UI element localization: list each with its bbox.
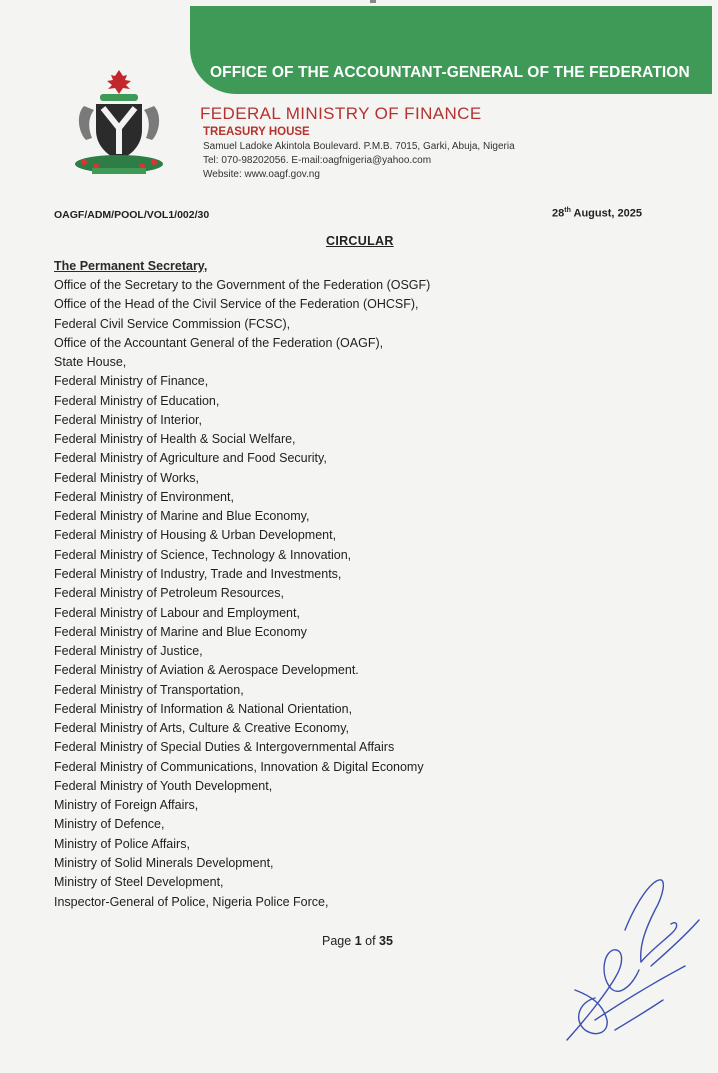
website-line: Website: www.oagf.gov.ng xyxy=(203,169,320,180)
recipient-item: Federal Ministry of Industry, Trade and Investments, xyxy=(54,566,342,581)
recipient-item: Federal Ministry of Education, xyxy=(54,393,220,408)
recipient-item: Inspector-General of Police, Nigeria Police Force, xyxy=(54,894,329,909)
recipient-item: Federal Ministry of Transportation, xyxy=(54,682,244,697)
recipient-item: Federal Ministry of Information & National Orientation, xyxy=(54,701,353,716)
recipient-item: Federal Ministry of Environment, xyxy=(54,489,234,504)
recipient-item: Federal Ministry of Communications, Innovation & Digital Economy xyxy=(54,759,424,774)
handwritten-signature xyxy=(555,870,705,1050)
recipient-item: Federal Ministry of Agriculture and Food Security, xyxy=(54,451,327,466)
recipient-item: Federal Ministry of Petroleum Resources, xyxy=(54,586,284,601)
recipient-item: Office of the Head of the Civil Service of the Federation (OHCSF), xyxy=(54,297,419,312)
recipient-item: Office of the Secretary to the Government of the Federation (OSGF) xyxy=(54,278,431,292)
recipient-item: Ministry of Steel Development, xyxy=(54,875,224,890)
date-suffix: th xyxy=(564,207,571,214)
address-line: Samuel Ladoke Akintola Boulevard. P.M.B. 7015, Garki, Abuja, Nigeria xyxy=(203,141,515,152)
addressee: The Permanent Secretary, xyxy=(54,259,208,273)
page-total: 35 xyxy=(379,934,393,948)
coat-of-arms-logo xyxy=(66,66,172,176)
ministry-name: FEDERAL MINISTRY OF FINANCE xyxy=(200,104,482,123)
recipient-item: Federal Ministry of Housing & Urban Development, xyxy=(54,528,337,543)
recipient-item: Federal Ministry of Youth Development, xyxy=(54,778,273,793)
recipient-item: Federal Ministry of Science, Technology & Innovation, xyxy=(54,547,352,562)
recipient-item: Federal Civil Service Commission (FCSC), xyxy=(54,316,291,331)
recipient-item: State House, xyxy=(54,355,127,370)
recipient-item: Ministry of Foreign Affairs, xyxy=(54,798,199,813)
date-rest: August, 2025 xyxy=(573,207,642,220)
scan-mark xyxy=(370,0,376,3)
recipient-item: Ministry of Solid Minerals Development, xyxy=(54,855,274,870)
recipient-item: Federal Ministry of Justice, xyxy=(54,644,203,659)
recipient-item: Federal Ministry of Works, xyxy=(54,470,199,485)
recipient-item: Ministry of Police Affairs, xyxy=(54,836,190,851)
page-label: Page xyxy=(322,934,352,948)
page-current: 1 xyxy=(354,934,362,948)
document-title: CIRCULAR xyxy=(326,234,394,248)
recipient-item: Federal Ministry of Finance, xyxy=(54,374,209,389)
recipient-item: Office of the Accountant General of the Federation (OAGF), xyxy=(54,335,384,350)
contact-line: Tel: 070-98202056. E-mail:oagfnigeria@yahoo.com xyxy=(203,155,432,166)
recipient-item: Federal Ministry of Interior, xyxy=(54,412,202,427)
recipient-item: Federal Ministry of Health & Social Welfare, xyxy=(54,432,296,447)
banner-title: OFFICE OF THE ACCOUNTANT-GENERAL OF THE FEDERATION xyxy=(210,64,690,81)
recipient-list xyxy=(54,276,430,912)
page-number xyxy=(322,934,393,948)
recipient-item: Federal Ministry of Marine and Blue Economy, xyxy=(54,509,310,524)
page-of: of xyxy=(365,934,376,948)
treasury-house: TREASURY HOUSE xyxy=(203,126,310,138)
recipient-item: Ministry of Defence, xyxy=(54,817,165,832)
reference-number: OAGF/ADM/POOL/VOL1/002/30 xyxy=(54,209,210,221)
date-day: 28 xyxy=(552,207,565,220)
letter-date xyxy=(552,207,642,220)
recipient-item: Federal Ministry of Aviation & Aerospace Development. xyxy=(54,663,359,678)
recipient-item: Federal Ministry of Arts, Culture & Creative Economy, xyxy=(54,721,350,736)
recipient-item: Federal Ministry of Special Duties & Intergovernmental Affairs xyxy=(54,740,395,755)
recipient-item: Federal Ministry of Marine and Blue Economy xyxy=(54,624,307,639)
recipient-item: Federal Ministry of Labour and Employment, xyxy=(54,605,300,620)
